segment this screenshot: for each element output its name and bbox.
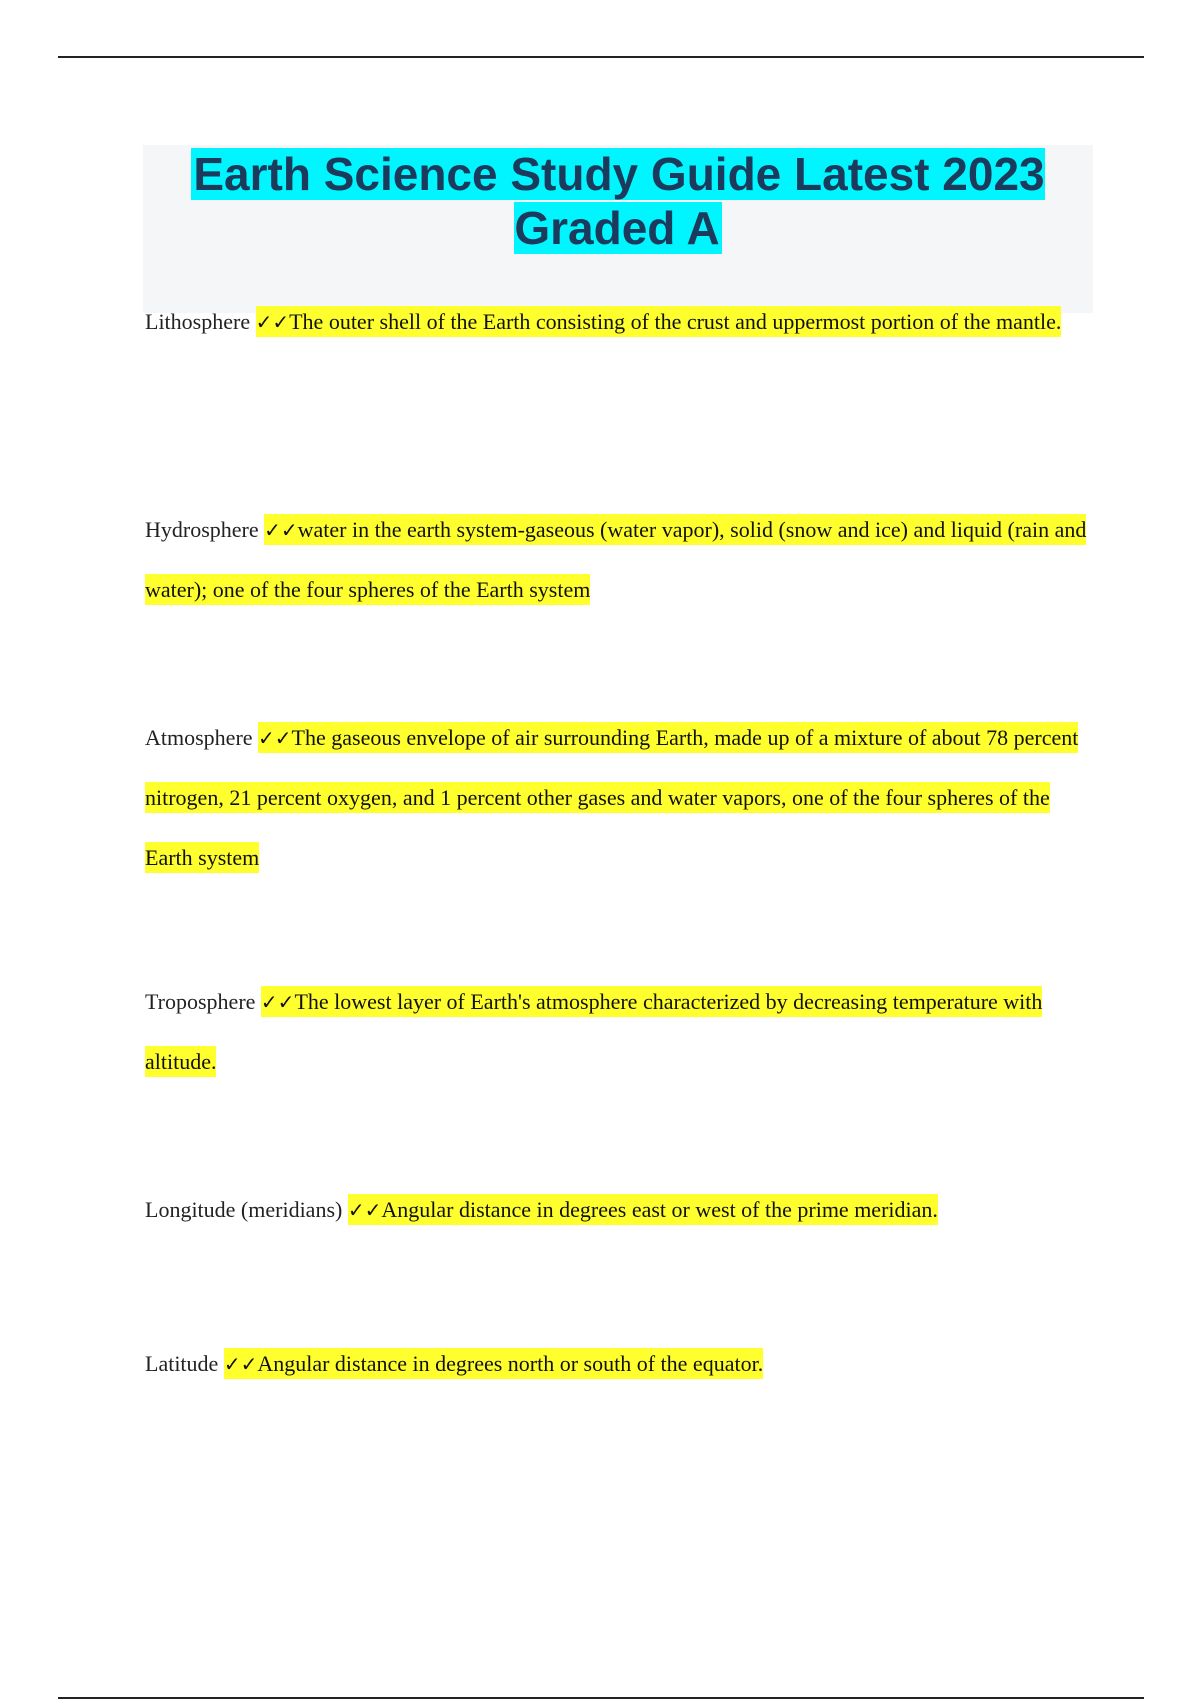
entry-definition: water in the earth system-gaseous (water vapor), solid (snow and ice) and liquid (rain and water); one of the four spheres of the Earth system [145, 517, 1087, 602]
entry-latitude [145, 1334, 1095, 1394]
entry-hydrosphere [145, 500, 1095, 620]
entry-definition: The lowest layer of Earth's atmosphere characterized by decreasing temperature with altitude. [145, 989, 1043, 1074]
entry-definition: Angular distance in degrees east or west of the prime meridian. [381, 1197, 938, 1222]
entry-term: Latitude [145, 1351, 219, 1376]
double-check-icon: ✓✓ [260, 990, 295, 1014]
top-rule [58, 56, 1144, 58]
entry-definition: Angular distance in degrees north or south of the equator. [257, 1351, 764, 1376]
entry-definition-highlight [145, 722, 1078, 873]
entry-definition: The gaseous envelope of air surrounding Earth, made up of a mixture of about 78 percent nitrogen, 21 percent oxygen, and 1 percent other gases and water vapors, one of the four spheres of the Earth system [145, 725, 1079, 870]
entry-term: Longitude (meridians) [145, 1197, 343, 1222]
entry-term: Hydrosphere [145, 517, 259, 542]
entry-term: Lithosphere [145, 309, 251, 334]
page-title [143, 145, 1093, 255]
entry-definition-highlight [256, 306, 1062, 337]
entry-definition-highlight [145, 514, 1086, 605]
double-check-icon: ✓✓ [258, 726, 292, 750]
entry-troposphere [145, 972, 1095, 1092]
entry-atmosphere [145, 708, 1095, 888]
bottom-rule [58, 1697, 1144, 1699]
double-check-icon: ✓✓ [264, 518, 298, 542]
entry-lithosphere [145, 292, 1095, 352]
entry-definition: The outer shell of the Earth consisting of the crust and uppermost portion of the mantle. [289, 309, 1062, 334]
title-block [143, 145, 1093, 313]
entry-longitude [145, 1180, 1095, 1240]
entry-term: Atmosphere [145, 725, 253, 750]
double-check-icon: ✓✓ [223, 1352, 258, 1376]
entry-term: Troposphere [145, 989, 256, 1014]
entry-definition-highlight [348, 1194, 938, 1225]
entry-definition-highlight [224, 1348, 763, 1379]
double-check-icon: ✓✓ [347, 1198, 382, 1222]
double-check-icon: ✓✓ [255, 310, 290, 334]
entry-definition-highlight [145, 986, 1042, 1077]
page-title-text: Earth Science Study Guide Latest 2023 Graded A [193, 148, 1045, 254]
